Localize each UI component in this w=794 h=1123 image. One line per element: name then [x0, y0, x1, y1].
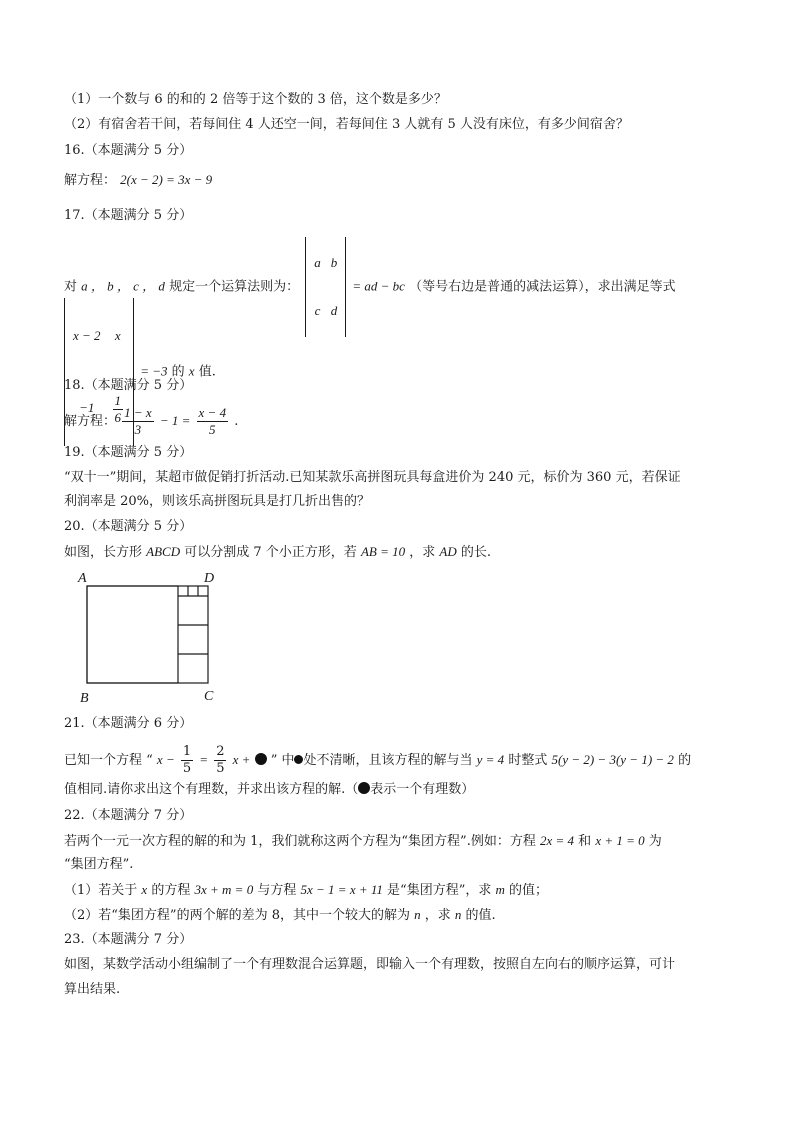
det-c: c: [314, 303, 321, 318]
unclear-number-dot-icon: [255, 753, 267, 765]
q22-eq2: x + 1 = 0: [595, 833, 645, 848]
q22-eq1: 2x = 4: [539, 833, 575, 848]
q22-3m: m: [495, 882, 505, 897]
q21-text-d: 时整式: [508, 753, 548, 768]
det2-x: x: [114, 328, 121, 343]
q22-line1: [64, 833, 662, 850]
q22-text-1a: 若两个一元一次方程的解的和为 1，我们就称这两个方程为“集团方程”.例如：方程: [64, 834, 536, 849]
outer-rectangle: [87, 586, 208, 683]
q15-part1: （1）一个数与 6 的和的 2 倍等于这个数的 3 倍，这个数是多少？: [64, 92, 447, 107]
q20-text-a: 如图，长方形: [64, 545, 143, 560]
label-b: B: [80, 691, 89, 706]
det-a: a: [314, 255, 321, 270]
q21-frac2-num: 2: [216, 744, 225, 759]
q22-3eq2: 5x − 1 = x + 11: [300, 882, 383, 897]
q18-mid: − 1 =: [159, 413, 191, 428]
q22-3eq1: 3x + m = 0: [194, 882, 254, 897]
q18-frac2: [197, 405, 229, 438]
q23-line1: 如图，某数学活动小组编制了一个有理数混合运算题，即输入一个有理数，按照自左向右的顺序运算，可计: [64, 957, 676, 972]
q20-heading: 20.（本题满分 5 分）: [64, 519, 193, 534]
q16-equation: 2(x − 2) = 3x − 9: [120, 172, 213, 187]
q20-text-b: 可以分割成 7 个小正方形，若: [184, 545, 357, 560]
det2-x-minus-2: x − 2: [73, 328, 101, 343]
q21-line1: [64, 741, 691, 780]
q21-heading: 21.（本题满分 6 分）: [64, 716, 193, 731]
q21-line2-b: 表示一个有理数）: [370, 782, 475, 797]
q19-line1: “双十一”期间，某超市做促销打折活动.已知某款乐高拼图玩具每盒进价为 240 元，标价为 360 元，若保证: [64, 470, 681, 485]
q22-text-1b: 为: [648, 834, 662, 849]
q22-and: 和: [578, 834, 592, 849]
q17-text-d: 的: [171, 364, 185, 380]
q20-abcd: ABCD: [146, 544, 181, 559]
q20-ab: AB = 10: [360, 544, 406, 559]
q20-body: [64, 544, 491, 561]
q21-text-b: ” 中: [270, 753, 295, 768]
det-b: b: [330, 255, 338, 270]
q21-x-plus: x +: [232, 752, 251, 767]
q22-3c: 与方程: [257, 883, 297, 898]
q21-y-value: y = 4: [476, 752, 505, 767]
q17-text-c: （等号右边是普通的减法运算），求出满足等式: [409, 279, 676, 295]
det2-minus-1: −1: [79, 400, 95, 415]
q20-text-d: 的长.: [460, 545, 492, 560]
det2-frac-den: 6: [114, 409, 122, 425]
q21-text-a: 已知一个方程 “: [64, 753, 153, 768]
q19-line2: 利润率是 20%，则该乐高拼图玩具是打几折出售的？: [64, 494, 371, 509]
rational-dot-icon: [358, 782, 370, 794]
q20-ad: AD: [439, 544, 457, 559]
q22-part2: [64, 907, 496, 924]
det-d: d: [330, 303, 338, 318]
q21-equals: =: [199, 752, 209, 767]
q22-4c: 的值.: [465, 908, 496, 923]
q21-line2: [64, 782, 474, 798]
q16-heading: 16.（本题满分 5 分）: [64, 143, 193, 158]
q17-heading: 17.（本题满分 5 分）: [64, 208, 193, 223]
q22-part1: [64, 882, 548, 899]
q22-3a: （1）若关于: [64, 883, 138, 898]
q22-4n2: n: [454, 907, 462, 922]
large-square: [87, 586, 178, 683]
q21-frac1-den: 5: [182, 761, 192, 776]
q21-frac2-den: 5: [216, 761, 225, 776]
q18-frac1-den: 3: [134, 422, 142, 437]
q18-frac2-den: 5: [209, 422, 216, 437]
q21-frac2: [214, 744, 226, 777]
label-a: A: [78, 571, 87, 586]
q22-4a: （2）若“集团方程”的两个解的差为 8，其中一个较大的解为: [64, 908, 410, 923]
q18-body: [64, 401, 238, 442]
q17-var-x: x: [188, 363, 195, 379]
q22-line2: “集团方程”.: [64, 857, 134, 872]
q22-3b: 的方程: [151, 883, 191, 898]
label-d: D: [204, 571, 215, 586]
q21-x-minus: x −: [156, 752, 175, 767]
q22-3x: x: [141, 882, 148, 897]
q20-text-c: ，求: [409, 545, 436, 560]
q22-4b: ，求: [424, 908, 451, 923]
q17-rhs2: = −3: [140, 363, 168, 379]
q17-text-b: 规定一个运算法则为：: [169, 279, 300, 295]
q22-4n: n: [414, 907, 421, 922]
q23-heading: 23.（本题满分 7 分）: [64, 932, 193, 947]
q23-line2: 算出结果.: [64, 982, 121, 997]
q19-heading: 19.（本题满分 5 分）: [64, 445, 193, 460]
q17-text-a: 对: [64, 279, 78, 295]
q16-label: 解方程：: [64, 173, 117, 188]
q18-heading: 18.（本题满分 5 分）: [64, 378, 193, 393]
det2-frac-num: 1: [114, 392, 122, 408]
q18-frac2-num: x − 4: [198, 405, 227, 420]
q21-frac1-num: 1: [182, 744, 192, 759]
q18-frac1-num: 1 − x: [124, 405, 152, 420]
q21-line2-a: 值相同.请你求出这个有理数，并求出该方程的解.（: [64, 782, 359, 797]
q21-text-c: 处不清晰，且该方程的解与当: [303, 753, 473, 768]
q22-3d: 是“集团方程”，求: [387, 883, 492, 898]
q15-part2: （2）有宿舍若干间，若每间住 4 人还空一间，若每间住 3 人就有 5 人没有床位，有多少间宿舍？: [64, 117, 629, 132]
q17-rhs: = ad − bc: [352, 278, 405, 294]
q17-vars: a ， b ， c ， d: [81, 278, 165, 294]
q22-heading: 22.（本题满分 7 分）: [64, 808, 193, 823]
q18-end: .: [234, 414, 239, 429]
label-c: C: [204, 689, 214, 704]
q22-3e: 的值；: [509, 883, 549, 898]
rectangle-abcd-figure: [70, 566, 230, 708]
q18-frac1: [122, 405, 154, 438]
q21-expression: 5(y − 2) − 3(y − 1) − 2: [551, 752, 674, 767]
q21-text-e: 的: [678, 753, 692, 768]
q18-label: 解方程：: [64, 414, 117, 429]
q17-text-e: 值.: [198, 364, 216, 380]
q16-body: [64, 172, 212, 189]
q21-frac1: [181, 744, 193, 777]
q17-determinant: [305, 237, 346, 337]
